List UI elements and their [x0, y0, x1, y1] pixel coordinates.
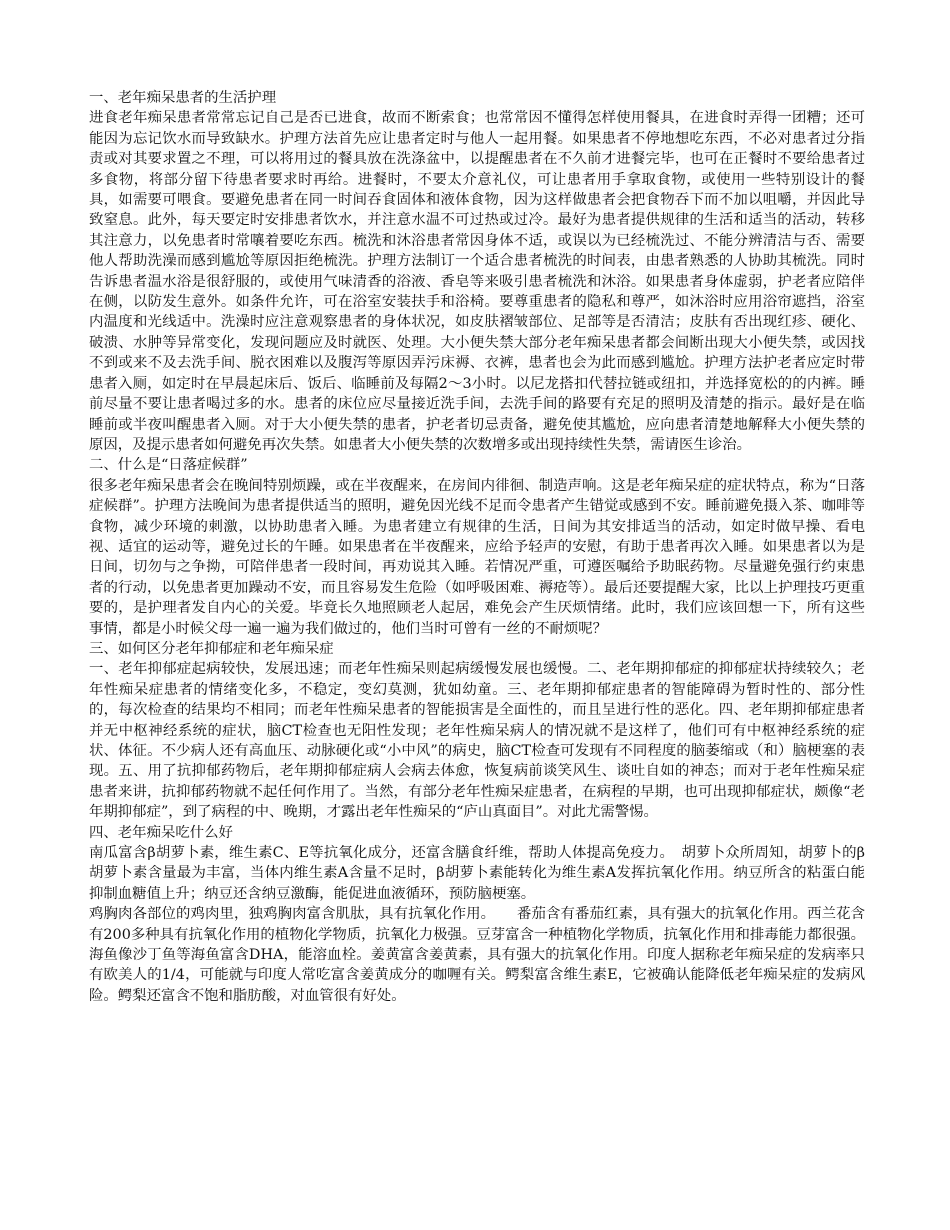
section-paragraph: 南瓜富含β胡萝卜素，维生素C、E等抗氧化成分，还富含膳食纤维，帮助人体提高免疫力。 胡萝卜众所周知，胡萝卜的β胡萝卜素含量最为丰富，当体内维生素A含量不足时，β胡萝卜素能转化为维生素A发挥抗氧化作用。纳豆所含的粘蛋白能抑制血糖值上升；纳豆还含纳豆激酶，能促进血液循环，预防脑梗塞。 — [89, 845, 865, 902]
document-body — [89, 88, 865, 1006]
section-heading: 二、什么是“日落症候群” — [89, 457, 248, 474]
section-paragraph: 进食老年痴呆患者常常忘记自己是否已进食，故而不断索食；也常常因不懂得怎样使用餐具，在进食时弄得一团糟；还可能因为忘记饮水而导致缺水。护理方法首先应让患者定时与他人一起用餐。如果患者不停地想吃东西，不必对患者过分指责或对其要求置之不理，可以将用过的餐具放在洗涤盆中，以提醒患者在不久前才进餐完毕，也可在正餐时不要给患者过多食物，将部分留下待患者要求时再给。进餐时，不要太介意礼仪，可让患者用手拿取食物，或使用一些特别设计的餐具，如需要可喂食。要避免患者在同一时间吞食固体和液体食物，因为这样做患者会把食物吞下而不加以咀嚼，并因此导致窒息。此外，每天要定时安排患者饮水，并注意水温不可过热或过冷。最好为患者提供规律的生活和适当的活动，转移其注意力，以免患者时常嚷着要吃东西。梳洗和沐浴患者常因身体不适，或误以为已经梳洗过、不能分辨清洁与否、需要他人帮助洗澡而感到尴尬等原因拒绝梳洗。护理方法制订一个适合患者梳洗的时间表，由患者熟悉的人协助其梳洗。同时告诉患者温水浴是很舒服的，或使用气味清香的浴液、香皂等来吸引患者梳洗和沐浴。如果患者身体虚弱，护老者应陪伴在侧，以防发生意外。如条件允许，可在浴室安装扶手和浴椅。要尊重患者的隐私和尊严，如沐浴时应用浴帘遮挡，浴室内温度和光线适中。洗澡时应注意观察患者的身体状况，如皮肤褶皱部位、足部等是否清洁；皮肤有否出现红疹、硬化、破溃、水肿等异常变化，发现问题应及时就医、处理。大小便失禁大部分老年痴呆患者都会间断出现大小便失禁，或因找不到或来不及去洗手间、脱衣困难以及腹泻等原因弄污床褥、衣裤，患者也会为此而感到尴尬。护理方法护老者应定时带患者入厕，如定时在早晨起床后、饭后、临睡前及每隔2～3小时。以尼龙搭扣代替拉链或纽扣，并选择宽松的的内裤。睡前尽量不要让患者喝过多的水。患者的床位应尽量接近洗手间，去洗手间的路要有充足的照明及清楚的指示。最好是在临睡前或半夜叫醒患者入厕。对于大小便失禁的患者，护老者切忌责备，避免使其尴尬，应向患者清楚地解释大小便失禁的原因，及提示患者如何避免再次失禁。如患者大小便失禁的次数增多或出现持续性失禁，需请医生诊治。 — [89, 110, 865, 453]
section-heading: 一、老年痴呆患者的生活护理 — [89, 90, 277, 106]
section-paragraph: 鸡胸肉各部位的鸡肉里，独鸡胸肉富含肌肽，具有抗氧化作用。 番茄含有番茄红素，具有强大的抗氧化作用。西兰花含有200多种具有抗氧化作用的植物化学物质，抗氧化力极强。豆芽富含一种植物化学物质，抗氧化作用和排毒能力都很强。海鱼像沙丁鱼等海鱼富含DHA，能溶血栓。姜黄富含姜黄素，具有强大的抗氧化作用。印度人据称老年痴呆症的发病率只有欧美人的1/4，可能就与印度人常吃富含姜黄成分的咖喱有关。鳄梨富含维生素E，它被确认能降低老年痴呆症的发病风险。鳄梨还富含不饱和脂肪酸，对血管很有好处。 — [89, 906, 865, 1004]
section-sundown-syndrome — [89, 455, 865, 639]
section-depression-vs-dementia — [89, 639, 865, 823]
section-paragraph: 一、老年抑郁症起病较快，发展迅速；而老年性痴呆则起病缓慢发展也缓慢。二、老年期抑郁症的抑郁症状持续较久；老年性痴呆症患者的情绪变化多，不稳定，变幻莫测，犹如幼童。三、老年期抑郁症患者的智能障碍为暂时性的、部分性的，每次检查的结果均不相同；而老年性痴呆患者的智能损害是全面性的，而且呈进行性的恶化。四、老年期抑郁症患者并无中枢神经系统的症状，脑CT检查也无阳性发现；老年性痴呆病人的情况就不是这样了，他们可有中枢神经系统的症状、体征。不少病人还有高血压、动脉硬化或“小中风”的病史，脑CT检查可发现有不同程度的脑萎缩或（和）脑梗塞的表现。五、用了抗抑郁药物后，老年期抑郁症病人会病去体愈，恢复病前谈笑风生、谈吐自如的神态；而对于老年性痴呆症患者来讲，抗抑郁药物就不起任何作用了。当然，有部分老年性痴呆症患者，在病程的早期，也可出现抑郁症状，颇像“老年期抑郁症”，到了病程的中、晚期，才露出老年性痴呆的“庐山真面目”。对此尤需警惕。 — [89, 661, 865, 821]
section-heading: 四、老年痴呆吃什么好 — [89, 824, 233, 841]
section-heading: 三、如何区分老年抑郁症和老年痴呆症 — [89, 640, 334, 657]
section-diet — [89, 823, 865, 1007]
section-paragraph: 很多老年痴呆患者会在晚间特别烦躁，或在半夜醒来，在房间内徘徊、制造声响。这是老年痴呆症的症状特点，称为“日落症候群”。护理方法晚间为患者提供适当的照明，避免因光线不足而令患者产生错觉或感到不安。睡前避免摄入茶、咖啡等食物，减少环境的刺激，以协助患者入睡。为患者建立有规律的生活，日间为其安排适当的活动，如定时做早操、看电视、适宜的运动等，避免过长的午睡。如果患者在半夜醒来，应给予轻声的安慰，有助于患者再次入睡。如果患者以为是日间，切勿与之争拗，可陪伴患者一段时间，再劝说其入睡。若情况严重，可遵医嘱给予助眠药物。尽量避免强行约束患者的行动，以免患者更加躁动不安，而且容易发生危险（如呼吸困难、褥疮等）。最后还要提醒大家，比以上护理技巧更重要的，是护理者发自内心的关爱。毕竟长久地照顾老人起居，难免会产生厌烦情绪。此时，我们应该回想一下，所有这些事情，都是小时候父母一遍一遍为我们做过的，他们当时可曾有一丝的不耐烦呢？ — [89, 477, 865, 637]
section-daily-care — [89, 88, 865, 455]
